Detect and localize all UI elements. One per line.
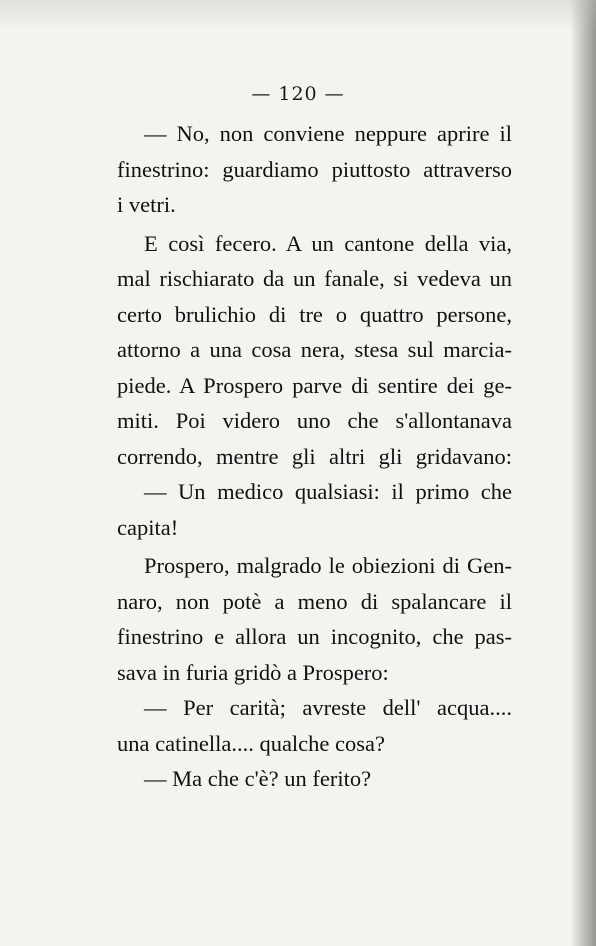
- paragraph-4: [117, 548, 512, 690]
- text-line: mal rischiarato da un fanale, si vedeva un: [117, 266, 512, 291]
- text-line: miti. Poi videro uno che s'allontanava: [117, 408, 512, 433]
- text-line: capita!: [117, 514, 179, 540]
- text-line: i vetri.: [117, 192, 176, 217]
- paragraph-5: [117, 690, 512, 761]
- text-line: correndo, mentre gli altri gli gridavano:: [117, 443, 512, 469]
- text-line: una catinella.... qualche cosa?: [117, 730, 385, 756]
- text-line: finestrino: guardiamo piuttosto attraverso: [117, 156, 512, 182]
- text-line: — Ma che c'è? un ferito?: [144, 766, 372, 791]
- text-line: — Per carità; avreste dell' acqua....: [144, 695, 512, 720]
- text-line: attorno a una cosa nera, stesa sul marcia-: [117, 337, 512, 362]
- text-line: — Un medico qualsiasi: il primo che: [144, 479, 512, 504]
- page-number: — 120 —: [251, 83, 345, 105]
- text-line: E così fecero. A un cantone della via,: [144, 230, 512, 256]
- text-line: finestrino e allora un incognito, che pas-: [117, 624, 512, 649]
- paragraph-3: [117, 474, 512, 545]
- text-line: piede. A Prospero parve di sentire dei ge-: [117, 372, 512, 398]
- body-text: [117, 116, 512, 797]
- text-line: sava in furia gridò a Prospero:: [117, 659, 389, 685]
- paragraph-1: [117, 116, 512, 223]
- text-line: — No, non conviene neppure aprire il: [144, 121, 512, 146]
- text-line: Prospero, malgrado le obiezioni di Gen-: [144, 553, 512, 578]
- paragraph-6: [117, 761, 512, 797]
- text-line: certo brulichio di tre o quattro persone,: [117, 301, 512, 327]
- paragraph-2: [117, 226, 512, 475]
- text-line: naro, non potè a meno di spalancare il: [117, 588, 512, 614]
